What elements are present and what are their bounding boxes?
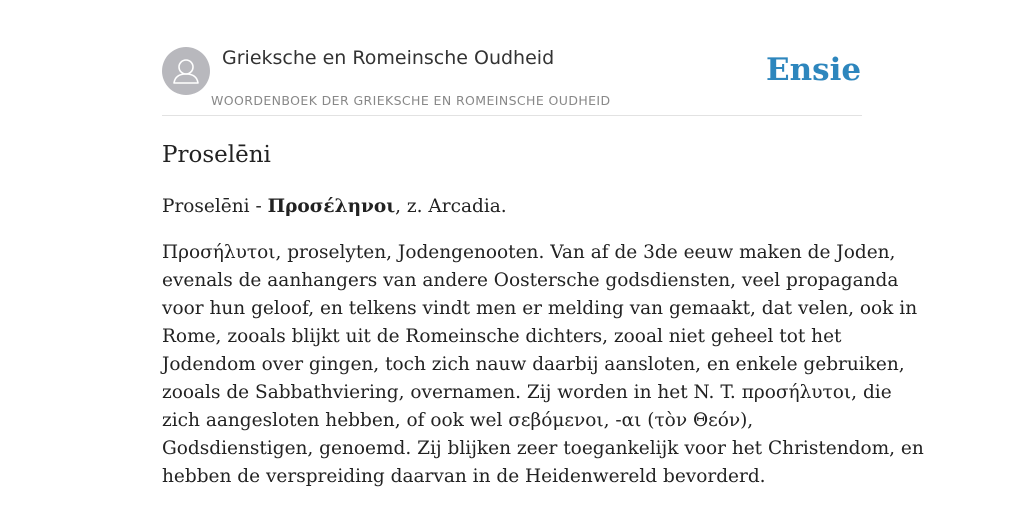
paragraph-line: Προσήλυτοι, proselyten, Jodengenooten. Van af de 3de eeuw maken de Joden, bbox=[162, 242, 896, 263]
entry-title: Proselēni bbox=[162, 142, 271, 168]
entry-intro bbox=[162, 193, 507, 221]
intro-rest: , z. Arcadia. bbox=[395, 196, 507, 217]
intro-greek-term: Προσέληνοι bbox=[267, 196, 396, 217]
paragraph-line: zich aangesloten hebben, of ook wel σεβόμενοι, -αι (τὸν Θεόν), bbox=[162, 410, 754, 431]
paragraph-line: zooals de Sabbathviering, overnamen. Zij worden in het N. T. προσήλυτοι, die bbox=[162, 382, 892, 403]
paragraph-line: Rome, zooals blijkt uit de Romeinsche dichters, zooal niet geheel tot het bbox=[162, 326, 842, 347]
paragraph-line: voor hun geloof, en telkens vindt men er melding van gemaakt, dat velen, ook in bbox=[162, 298, 918, 319]
paragraph-line: evenals de aanhangers van andere Oostersche godsdiensten, veel propaganda bbox=[162, 270, 899, 291]
paragraph-line: hebben de verspreiding daarvan in de Heidenwereld bevorderd. bbox=[162, 466, 766, 487]
header-divider bbox=[162, 115, 862, 116]
entry-paragraph bbox=[162, 239, 924, 491]
brand-logo[interactable]: Ensie bbox=[766, 52, 862, 88]
source-title[interactable]: Grieksche en Romeinsche Oudheid bbox=[222, 47, 555, 69]
paragraph-line: Godsdienstigen, genoemd. Zij blijken zeer toegankelijk voor het Christendom, en bbox=[162, 438, 924, 459]
paragraph-line: Jodendom over gingen, toch zich nauw daarbij aansloten, en enkele gebruiken, bbox=[162, 354, 905, 375]
source-avatar[interactable] bbox=[162, 47, 210, 95]
source-subtitle: WOORDENBOEK DER GRIEKSCHE EN ROMEINSCHE OUDHEID bbox=[211, 93, 611, 108]
intro-term: Proselēni bbox=[162, 196, 250, 217]
intro-separator: - bbox=[249, 196, 268, 217]
user-avatar-icon bbox=[162, 47, 210, 95]
